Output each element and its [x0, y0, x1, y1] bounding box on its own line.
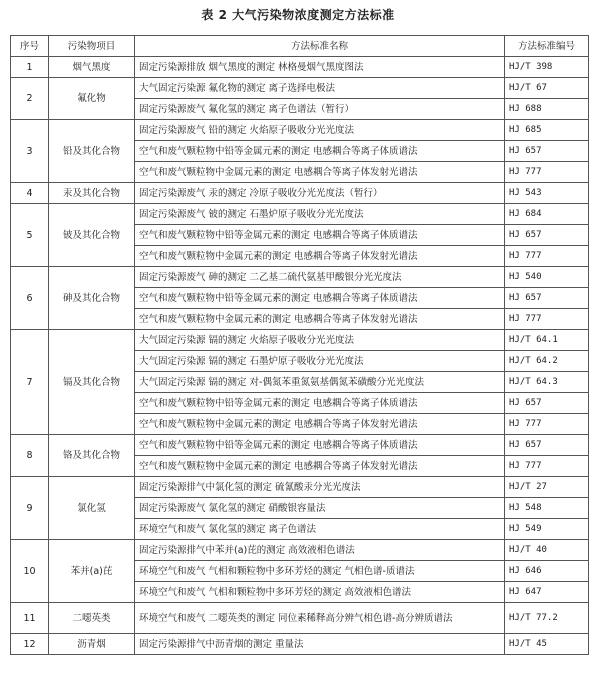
method-code: HJ/T 40 [505, 540, 589, 561]
method-name: 固定污染源排气中苯并(a)芘的测定 高效液相色谱法 [135, 540, 505, 561]
table-row [11, 183, 589, 204]
pollutant-name: 汞及其化合物 [49, 183, 135, 204]
pollutant-name: 镉及其化合物 [49, 330, 135, 435]
row-number: 2 [11, 78, 49, 120]
method-code: HJ 657 [505, 288, 589, 309]
row-number: 1 [11, 57, 49, 78]
method-name: 环境空气和废气 气相和颗粒物中多环芳烃的测定 气相色谱-质谱法 [135, 561, 505, 582]
method-code: HJ 685 [505, 120, 589, 141]
pollutant-name: 氟化物 [49, 78, 135, 120]
header-method: 方法标准名称 [135, 36, 505, 57]
table-row [11, 120, 589, 141]
method-name: 固定污染源废气 铅的测定 火焰原子吸收分光光度法 [135, 120, 505, 141]
header-no: 序号 [11, 36, 49, 57]
pollutant-name: 砷及其化合物 [49, 267, 135, 330]
header-code: 方法标准编号 [505, 36, 589, 57]
header-row [11, 36, 589, 57]
pollutant-name: 铍及其化合物 [49, 204, 135, 267]
method-code: HJ/T 67 [505, 78, 589, 99]
table-caption: 表 2 大气污染物浓度测定方法标准 [201, 8, 395, 22]
table-row [11, 634, 589, 655]
row-number: 5 [11, 204, 49, 267]
method-name: 环境空气和废气 气相和颗粒物中多环芳烃的测定 高效液相色谱法 [135, 582, 505, 603]
method-name: 固定污染源废气 汞的测定 冷原子吸收分光光度法（暂行） [135, 183, 505, 204]
method-name: 空气和废气颗粒物中金属元素的测定 电感耦合等离子体发射光谱法 [135, 246, 505, 267]
row-number: 10 [11, 540, 49, 603]
method-code: HJ/T 64.3 [505, 372, 589, 393]
method-code: HJ 684 [505, 204, 589, 225]
method-code: HJ/T 398 [505, 57, 589, 78]
method-name: 大气固定污染源 氟化物的测定 离子选择电极法 [135, 78, 505, 99]
method-code: HJ 647 [505, 582, 589, 603]
pollutant-name: 苯并(a)芘 [49, 540, 135, 603]
row-number: 8 [11, 435, 49, 477]
method-code: HJ 657 [505, 435, 589, 456]
method-code: HJ 777 [505, 162, 589, 183]
table-row [11, 204, 589, 225]
row-number: 11 [11, 603, 49, 634]
table-row [11, 603, 589, 634]
method-code: HJ/T 64.2 [505, 351, 589, 372]
method-code: HJ 657 [505, 141, 589, 162]
table-row [11, 267, 589, 288]
method-name: 固定污染源废气 砷的测定 二乙基二硫代氨基甲酸银分光光度法 [135, 267, 505, 288]
method-code: HJ 543 [505, 183, 589, 204]
pollutant-name: 铅及其化合物 [49, 120, 135, 183]
row-number: 9 [11, 477, 49, 540]
method-name: 固定污染源排气中氯化氢的测定 硫氰酸汞分光光度法 [135, 477, 505, 498]
method-code: HJ 657 [505, 225, 589, 246]
table-row [11, 477, 589, 498]
method-name: 空气和废气颗粒物中铅等金属元素的测定 电感耦合等离子体质谱法 [135, 288, 505, 309]
method-code: HJ 777 [505, 456, 589, 477]
method-name: 固定污染源废气 氯化氢的测定 硝酸银容量法 [135, 498, 505, 519]
pollutant-name: 氯化氢 [49, 477, 135, 540]
table-row [11, 540, 589, 561]
pollutant-name: 二噁英类 [49, 603, 135, 634]
method-name: 固定污染源排放 烟气黑度的测定 林格曼烟气黑度图法 [135, 57, 505, 78]
method-name: 大气固定污染源 镉的测定 对-偶氮苯重氮氨基偶氮苯磺酸分光光度法 [135, 372, 505, 393]
row-number: 3 [11, 120, 49, 183]
method-code: HJ 646 [505, 561, 589, 582]
method-name: 环境空气和废气 二噁英类的测定 同位素稀释高分辨气相色谱-高分辨质谱法 [135, 603, 505, 634]
pollutant-name: 铬及其化合物 [49, 435, 135, 477]
method-name: 空气和废气颗粒物中金属元素的测定 电感耦合等离子体发射光谱法 [135, 162, 505, 183]
row-number: 7 [11, 330, 49, 435]
header-pollutant: 污染物项目 [49, 36, 135, 57]
table-row [11, 330, 589, 351]
method-name: 空气和废气颗粒物中金属元素的测定 电感耦合等离子体发射光谱法 [135, 414, 505, 435]
method-name: 空气和废气颗粒物中金属元素的测定 电感耦合等离子体发射光谱法 [135, 456, 505, 477]
method-code: HJ 548 [505, 498, 589, 519]
method-code: HJ 777 [505, 309, 589, 330]
method-name: 空气和废气颗粒物中铅等金属元素的测定 电感耦合等离子体质谱法 [135, 141, 505, 162]
method-code: HJ/T 64.1 [505, 330, 589, 351]
method-code: HJ 540 [505, 267, 589, 288]
method-name: 固定污染源排气中沥青烟的测定 重量法 [135, 634, 505, 655]
method-code: HJ/T 45 [505, 634, 589, 655]
method-name: 固定污染源废气 铍的测定 石墨炉原子吸收分光光度法 [135, 204, 505, 225]
method-code: HJ 777 [505, 414, 589, 435]
table-row [11, 57, 589, 78]
method-code: HJ/T 27 [505, 477, 589, 498]
pollutant-name: 烟气黑度 [49, 57, 135, 78]
method-name: 大气固定污染源 镉的测定 火焰原子吸收分光光度法 [135, 330, 505, 351]
method-name: 环境空气和废气 氯化氢的测定 离子色谱法 [135, 519, 505, 540]
method-name: 空气和废气颗粒物中铅等金属元素的测定 电感耦合等离子体质谱法 [135, 225, 505, 246]
method-code: HJ 549 [505, 519, 589, 540]
table-row [11, 78, 589, 99]
row-number: 12 [11, 634, 49, 655]
method-name: 大气固定污染源 镉的测定 石墨炉原子吸收分光光度法 [135, 351, 505, 372]
method-name: 固定污染源废气 氟化氢的测定 离子色谱法（暂行） [135, 99, 505, 120]
method-standards-table [10, 35, 589, 655]
row-number: 6 [11, 267, 49, 330]
method-name: 空气和废气颗粒物中金属元素的测定 电感耦合等离子体发射光谱法 [135, 309, 505, 330]
method-code: HJ 777 [505, 246, 589, 267]
method-code: HJ 657 [505, 393, 589, 414]
pollutant-name: 沥青烟 [49, 634, 135, 655]
table-row [11, 435, 589, 456]
method-code: HJ 688 [505, 99, 589, 120]
method-code: HJ/T 77.2 [505, 603, 589, 634]
method-name: 空气和废气颗粒物中铅等金属元素的测定 电感耦合等离子体质谱法 [135, 393, 505, 414]
method-name: 空气和废气颗粒物中铅等金属元素的测定 电感耦合等离子体质谱法 [135, 435, 505, 456]
row-number: 4 [11, 183, 49, 204]
